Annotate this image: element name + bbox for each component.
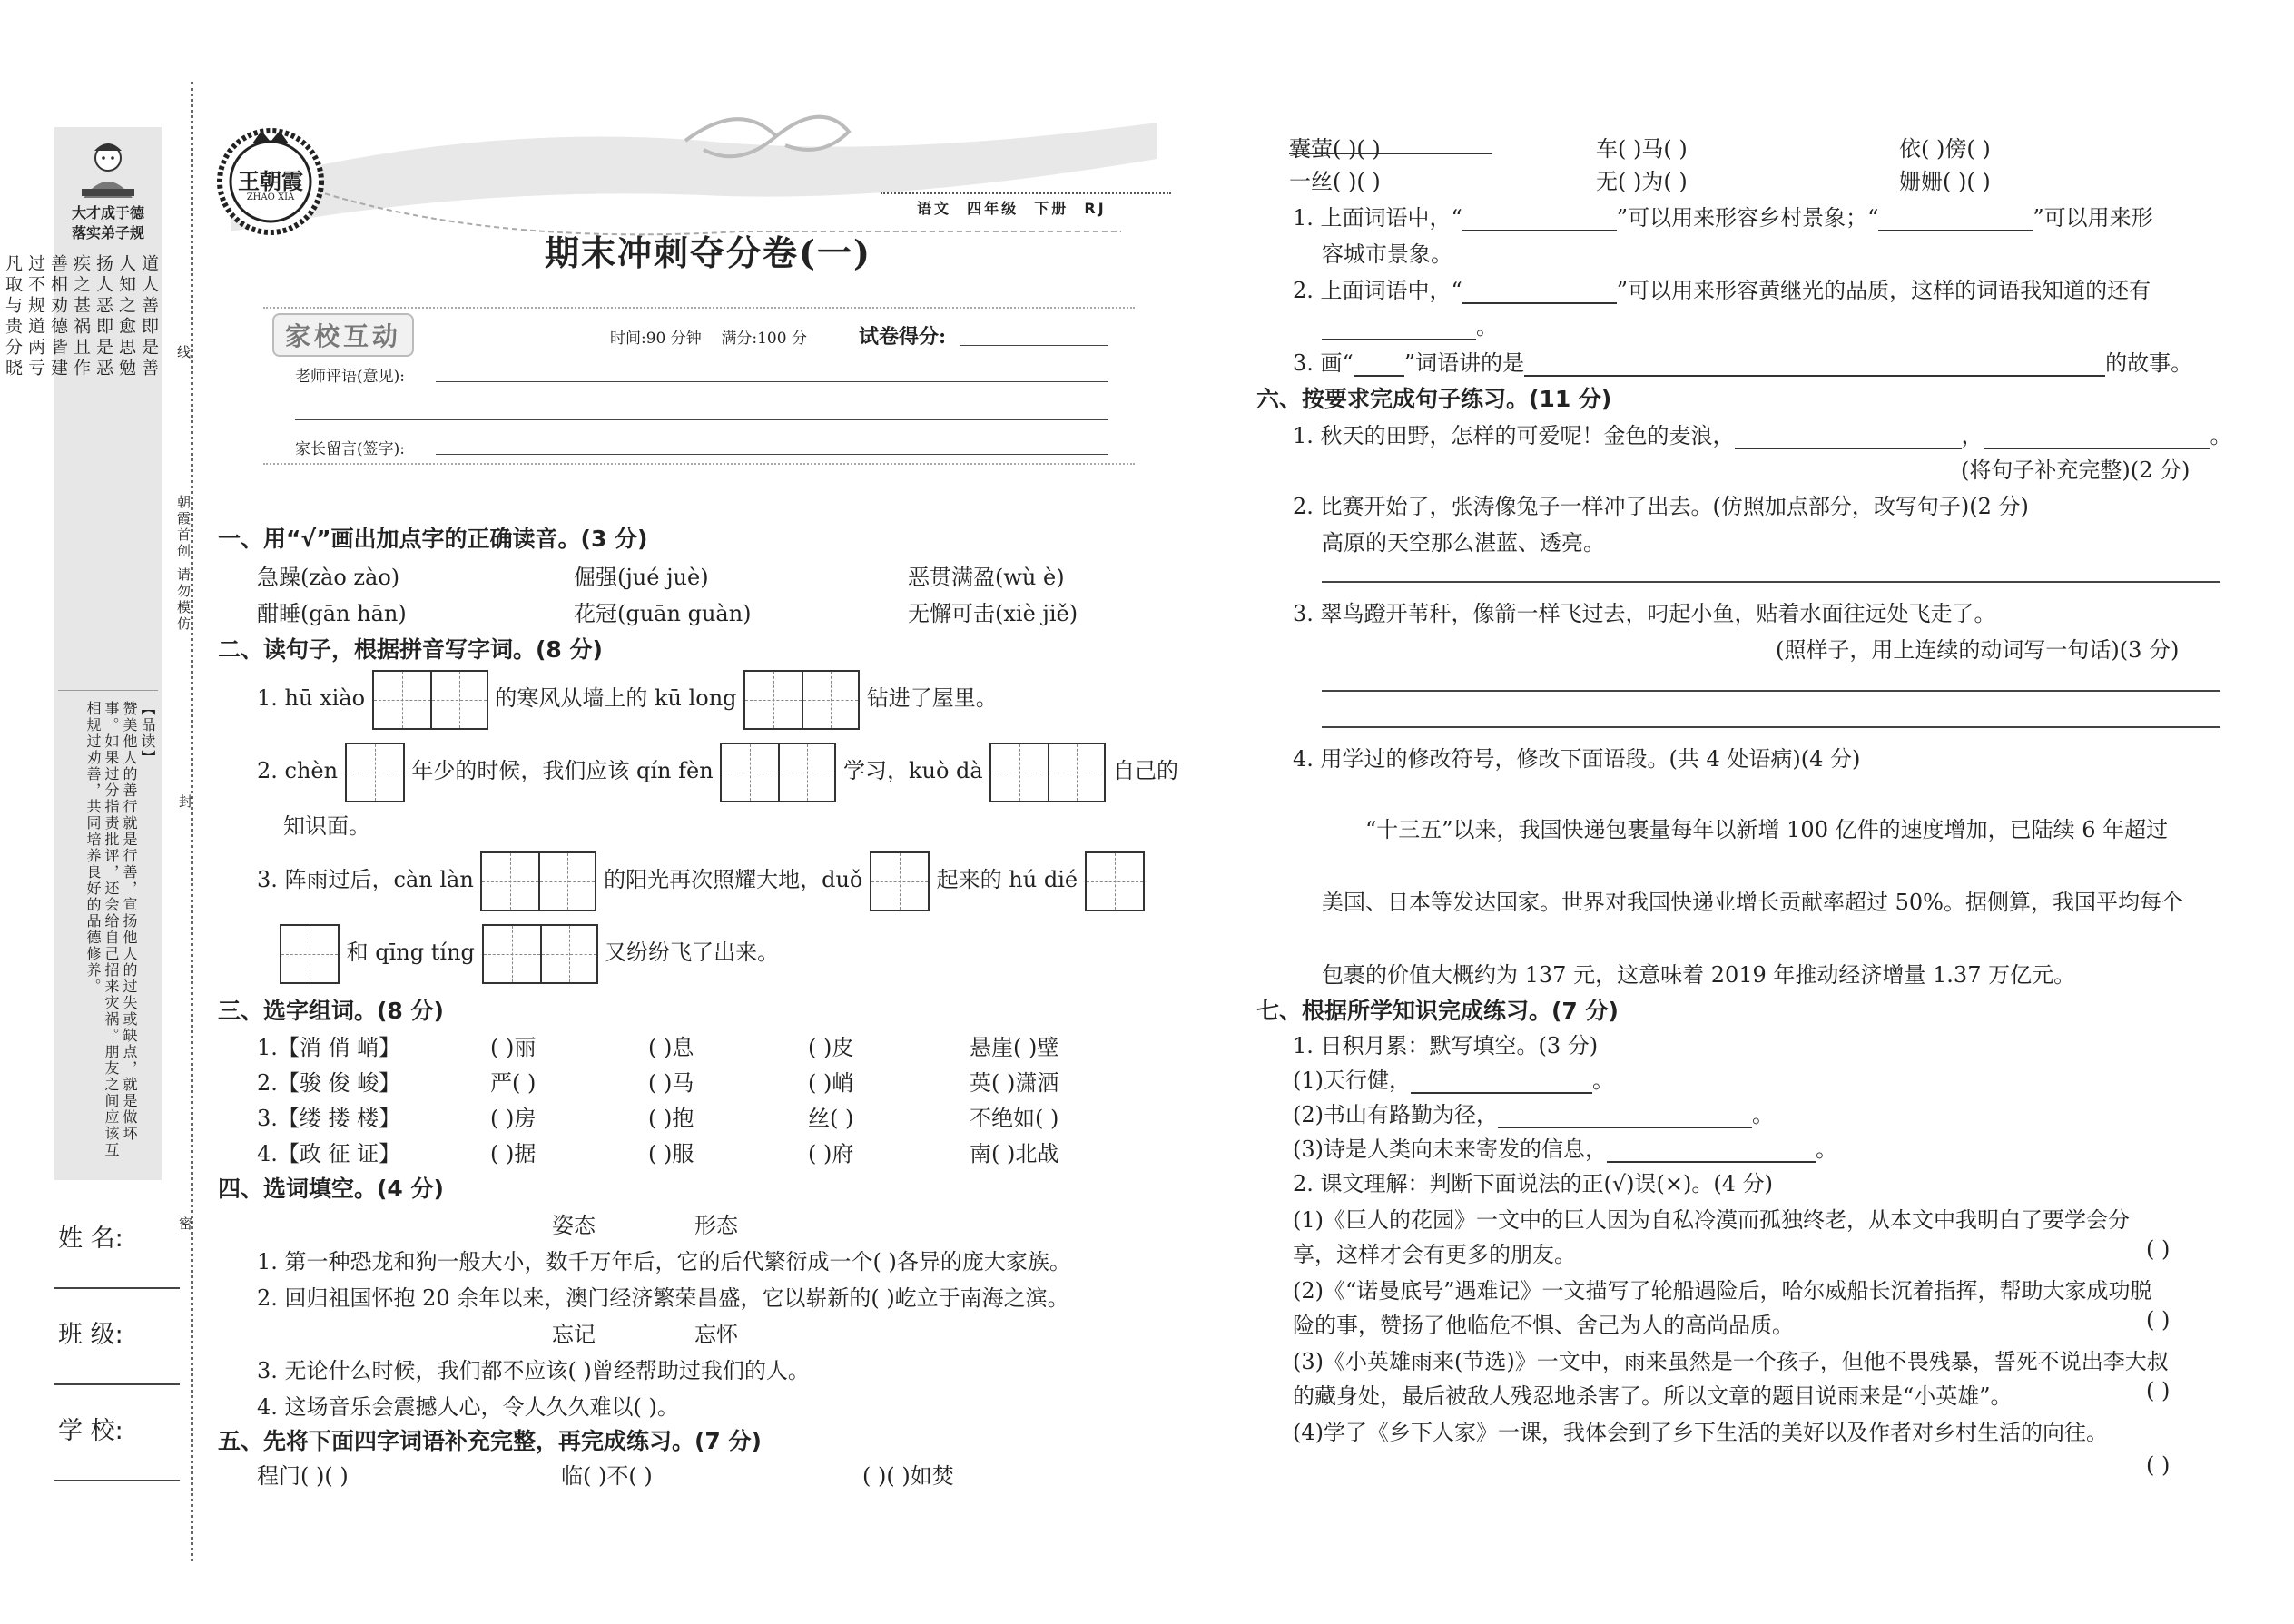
question-5-3: 3. 画“ ”词语讲的是 的故事。 <box>1293 350 2193 376</box>
section-5-title: 五、先将下面四字词语补充完整，再完成练习。(7 分) <box>218 1428 762 1454</box>
section-4-title: 四、选词填空。(4 分) <box>218 1176 444 1202</box>
motto-col: 凡取与贵分晓 <box>3 254 23 379</box>
idiom-fill[interactable]: 临( )不( ) <box>561 1463 653 1489</box>
score-label: 试卷得分: <box>859 325 947 349</box>
motto-col: 善相劝德皆建 <box>48 254 68 379</box>
idiom-fill[interactable]: 囊萤( )( ) <box>1289 136 1381 162</box>
recite-1: (1)天行健， 。 <box>1293 1068 1614 1093</box>
word-fill[interactable]: 严( ) <box>490 1070 537 1096</box>
question-5-2-cont: 。 <box>1322 309 1498 340</box>
word-fill[interactable]: 南( )北战 <box>970 1141 1059 1166</box>
paragraph-line[interactable]: 美国、日本等发达国家。世界对我国快递业增长贡献率超过 50%。据侧算，我国平均每个 <box>1322 890 2183 915</box>
question-7-1: 1. 日积月累：默写填空。(3 分) <box>1293 1033 1599 1058</box>
section-3-title: 三、选字组词。(8 分) <box>218 998 444 1024</box>
sidebar-motto-panel <box>3 127 162 1180</box>
writing-grid[interactable] <box>743 670 860 730</box>
answer-blank[interactable] <box>1354 351 1404 377</box>
writing-grid[interactable] <box>480 851 596 911</box>
motto-col: 人知之愈思勉 <box>116 254 136 379</box>
word-option: 形态 <box>694 1213 738 1238</box>
word-fill[interactable]: 丝( ) <box>808 1106 854 1131</box>
question-4-1[interactable]: 1. 第一种恐龙和狗一般大小，数千万年后，它的后代繁衍成一个( )各异的庞大家族。 <box>257 1249 1071 1275</box>
pinyin-choice[interactable]: 恶贯满盈(wù è) <box>908 565 1065 590</box>
judge-answer[interactable]: ( ) <box>2146 1307 2171 1333</box>
pinyin-choice[interactable]: 酣睡(gān hān) <box>257 601 407 626</box>
question-5-1-cont: 容城市景象。 <box>1322 241 1452 267</box>
logo-text: 王朝霞 <box>238 168 303 194</box>
answer-line[interactable] <box>1322 726 2220 728</box>
answer-blank[interactable] <box>1735 424 1962 449</box>
word-option: 姿态 <box>552 1213 596 1238</box>
motto-top: 大才成于德 <box>71 204 144 221</box>
idiom-fill[interactable]: 车( )马( ) <box>1596 136 1688 162</box>
page-title: 期末冲刺夺分卷(一) <box>545 232 871 273</box>
idiom-fill[interactable]: ( )( )如焚 <box>862 1463 954 1489</box>
word-fill[interactable]: ( )府 <box>808 1141 854 1166</box>
idiom-fill[interactable]: 依( )傍( ) <box>1899 136 1991 162</box>
scholar-icon <box>74 134 142 202</box>
paragraph-line[interactable]: “十三五”以来，我国快递包裹量每年以新增 100 亿件的速度增加，已陆续 6 年超过 <box>1365 817 2169 842</box>
score-field[interactable] <box>960 345 1108 346</box>
answer-blank[interactable] <box>1411 1068 1592 1094</box>
school-field[interactable] <box>54 1480 180 1481</box>
char-choice-group: 4.【政 征 证】 <box>257 1141 401 1166</box>
motto-col: 道人善即是善 <box>139 254 159 379</box>
writing-grid[interactable] <box>372 670 488 730</box>
answer-blank[interactable] <box>1984 424 2210 449</box>
answer-blank[interactable] <box>1462 206 1617 231</box>
question-2-3: 3. 阵雨过后，càn làn 的阳光再次照耀大地，duǒ 起来的 hú dié <box>257 850 1145 911</box>
word-option: 忘怀 <box>694 1322 738 1347</box>
fold-mark-secret: 密 <box>177 1216 193 1234</box>
section-7-title: 七、根据所学知识完成练习。(7 分) <box>1256 998 1619 1024</box>
writing-grid[interactable] <box>345 743 405 802</box>
word-fill[interactable]: 悬崖( )壁 <box>970 1035 1059 1060</box>
name-label: 姓 名: <box>58 1225 123 1253</box>
paragraph-line[interactable]: 包裹的价值大概约为 137 元，这意味着 2019 年推动经济增量 1.37 万亿元。 <box>1322 962 2076 988</box>
question-6-3-note: (照样子，用上连续的动词写一句话)(3 分) <box>1776 637 2180 663</box>
question-6-3: 3. 翠鸟蹬开苇秆，像箭一样飞过去，叼起小鱼，贴着水面往远处飞走了。 <box>1293 601 1996 626</box>
char-choice-group: 3.【缕 搂 楼】 <box>257 1106 401 1131</box>
home-school-badge: 家校互动 <box>272 313 414 357</box>
idiom-fill[interactable]: 姗姗( )( ) <box>1899 169 1991 194</box>
question-2-2: 2. chèn 年少的时候，我们应该 qín fèn 学习，kuò dà 自己的 <box>257 741 1178 802</box>
question-7-2: 2. 课文理解：判断下面说法的正(√)误(×)。(4 分) <box>1293 1171 1774 1196</box>
idiom-fill[interactable]: 一丝( )( ) <box>1289 169 1381 194</box>
motto-second: 落实弟子规 <box>71 224 144 241</box>
idiom-underline <box>1289 153 1492 154</box>
idiom-fill[interactable]: 程门( )( ) <box>257 1463 349 1489</box>
judge-2-line1: (2)《“诺曼底号”遇难记》一文描写了轮船遇险后，哈尔威船长沉着指挥，帮助大家成功脱 <box>1293 1278 2152 1304</box>
question-4-4[interactable]: 4. 这场音乐会震撼人心，令人久久难以( )。 <box>257 1394 679 1420</box>
answer-blank[interactable] <box>1878 206 2033 231</box>
word-fill[interactable]: ( )房 <box>490 1106 537 1131</box>
word-option: 忘记 <box>552 1322 596 1347</box>
word-fill[interactable]: ( )丽 <box>490 1035 537 1060</box>
word-fill[interactable]: ( )马 <box>648 1070 694 1096</box>
pindu-text: 赞美他人的善行就是行善，宣扬他人的过失或缺点，就是做坏事。如果过分指责批评，还会给自己招来灾祸。朋友之间应该互相规过劝善，共同培养良好的品德修养。 <box>84 701 138 1158</box>
school-label: 学 校: <box>58 1417 123 1445</box>
section-2-title: 二、读句子，根据拼音写字词。(8 分) <box>218 636 603 663</box>
answer-blank[interactable] <box>1607 1137 1816 1163</box>
class-field[interactable] <box>54 1383 180 1385</box>
pinyin-choice[interactable]: 倔强(jué juè) <box>574 565 709 590</box>
word-fill[interactable]: 不绝如( ) <box>970 1106 1059 1131</box>
word-fill[interactable]: ( )息 <box>648 1035 694 1060</box>
judge-answer[interactable]: ( ) <box>2146 1378 2171 1403</box>
answer-blank[interactable] <box>1462 279 1617 304</box>
word-fill[interactable]: 英( )潇洒 <box>970 1070 1059 1096</box>
question-5-1: 1. 上面词语中，“ ”可以用来形容乡村景象；“ ”可以用来形 <box>1293 205 2153 231</box>
judge-2-line2: 险的事，赞扬了他临危不惧、舍己为人的高尚品质。 <box>1293 1313 1794 1338</box>
word-fill[interactable]: ( )抱 <box>648 1106 694 1131</box>
idiom-fill[interactable]: 无( )为( ) <box>1596 169 1688 194</box>
pindu-title: 【品读】 <box>139 701 156 766</box>
question-6-2: 2. 比赛开始了，张涛像兔子一样冲了出去。(仿照加点部分，改写句子)(2 分) <box>1293 494 2029 519</box>
writing-grid[interactable] <box>720 743 836 802</box>
subject-tag: 语文 四年级 下册 RJ <box>917 200 1107 217</box>
section-1-title: 一、用“√”画出加点字的正确读音。(3 分) <box>218 526 648 552</box>
parent-comment-field[interactable] <box>436 454 1108 455</box>
motto-col: 疾之甚祸且作 <box>71 254 91 379</box>
char-choice-group: 1.【消 俏 峭】 <box>257 1035 401 1060</box>
judge-1-line1: (1)《巨人的花园》一文中的巨人因为自私冷漠而孤独终老，从本文中我明白了要学会分 <box>1293 1207 2130 1233</box>
motto-col: 扬人恶即是恶 <box>94 254 113 379</box>
parent-comment-label: 家长留言(签字): <box>295 440 405 458</box>
pinyin-choice[interactable]: 花冠(guān guàn) <box>574 601 752 626</box>
class-label: 班 级: <box>58 1321 123 1349</box>
answer-blank[interactable] <box>1524 351 2105 377</box>
fold-mark-seal: 封 <box>177 794 193 812</box>
recite-3: (3)诗是人类向未来寄发的信息， 。 <box>1293 1137 1837 1162</box>
question-4-2[interactable]: 2. 回归祖国怀抱 20 余年以来，澳门经济繁荣昌盛，它以崭新的( )屹立于南海之滨。 <box>257 1285 1069 1311</box>
vertical-mid-note: 朝霞首创 请勿模仿 <box>175 495 192 633</box>
fold-mark-line: 线 <box>175 345 192 361</box>
answer-blank[interactable] <box>1322 315 1476 340</box>
pinyin-choice[interactable]: 无懈可击(xiè jiě) <box>908 601 1078 626</box>
answer-blank[interactable] <box>1498 1103 1752 1128</box>
question-5-2: 2. 上面词语中，“ ”可以用来形容黄继光的品质，这样的词语我知道的还有 <box>1293 278 2151 303</box>
question-2-3-cont: 和 qīng tíng 又纷纷飞了出来。 <box>280 922 779 984</box>
motto-col: 过不规道两亏 <box>25 254 45 379</box>
writing-grid[interactable] <box>989 743 1106 802</box>
judge-4-line1: (4)学了《乡下人家》一课，我体会到了乡下生活的美好以及作者对乡村生活的向往。 <box>1293 1420 2108 1445</box>
writing-grid[interactable] <box>280 924 340 984</box>
judge-3-line1: (3)《小英雄雨来(节选)》一文中，雨来虽然是一个孩子，但他不畏残暴，誓死不说出李大叔 <box>1293 1349 2169 1374</box>
answer-line[interactable] <box>1322 690 2220 692</box>
judge-1-line2: 享，这样才会有更多的朋友。 <box>1293 1242 1576 1267</box>
word-fill[interactable]: ( )服 <box>648 1141 694 1166</box>
judge-3-line2: 的藏身处，最后被敌人残忍地杀害了。所以文章的题目说雨来是“小英雄”。 <box>1293 1383 2013 1409</box>
writing-grid[interactable] <box>870 851 930 911</box>
judge-answer[interactable]: ( ) <box>2146 1236 2171 1262</box>
teacher-comment-label: 老师评语(意见): <box>295 368 405 386</box>
word-fill[interactable]: ( )峭 <box>808 1070 854 1096</box>
question-4-3[interactable]: 3. 无论什么时候，我们都不应该( )曾经帮助过我们的人。 <box>257 1358 810 1383</box>
name-field[interactable] <box>54 1287 180 1289</box>
recite-2: (2)书山有路勤为径， 。 <box>1293 1102 1774 1127</box>
question-6-2-sentence: 高原的天空那么湛蓝、透亮。 <box>1322 530 1605 556</box>
question-6-1: 1. 秋天的田野，怎样的可爱呢！金色的麦浪， ， 。 <box>1293 423 2232 448</box>
motto-col <box>0 254 1 690</box>
answer-line[interactable] <box>1322 581 2220 583</box>
logo-subtext: ZHAO XIA <box>246 192 295 202</box>
pinyin-choice[interactable]: 急躁(zào zào) <box>257 565 400 590</box>
char-choice-group: 2.【骏 俊 峻】 <box>257 1070 401 1096</box>
question-2-2-cont: 知识面。 <box>283 813 370 839</box>
writing-grid[interactable] <box>482 924 598 984</box>
question-6-1-note: (将句子补充完整)(2 分) <box>1961 458 2191 483</box>
question-6-4: 4. 用学过的修改符号，修改下面语段。(共 4 处语病)(4 分) <box>1293 746 1861 772</box>
judge-answer[interactable]: ( ) <box>2146 1452 2171 1478</box>
section-6-title: 六、按要求完成句子练习。(11 分) <box>1256 386 1612 412</box>
question-2-1: 1. hū xiào 的寒风从墙上的 kū long 钻进了屋里。 <box>257 668 998 730</box>
teacher-comment-field[interactable] <box>436 381 1108 382</box>
word-fill[interactable]: ( )皮 <box>808 1035 854 1060</box>
word-fill[interactable]: ( )据 <box>490 1141 537 1166</box>
time-info: 时间:90 分钟 满分:100 分 <box>610 330 807 348</box>
brand-logo <box>216 127 325 236</box>
writing-grid[interactable] <box>1085 851 1145 911</box>
